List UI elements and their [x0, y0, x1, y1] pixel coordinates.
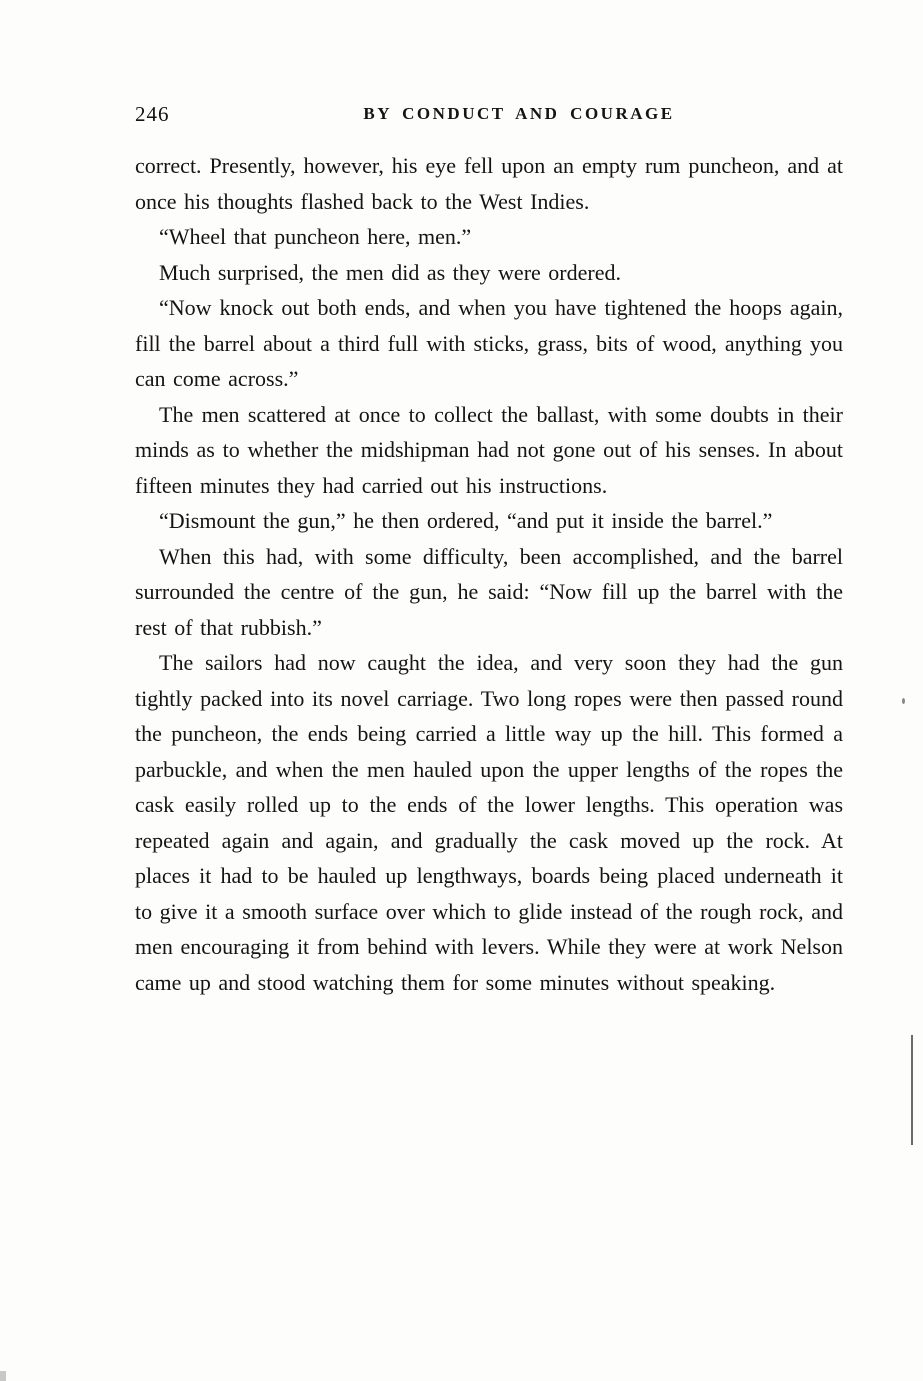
- paragraph: Much surprised, the men did as they were ordered.: [159, 259, 621, 285]
- paragraph: “Wheel that puncheon here, men.”: [159, 224, 472, 249]
- paragraph: When this had, with some difficulty, been accomplished, and the barrel surrounded the centre of the gun, he said: “Now fill up the barrel with the rest of that rubbish.”: [135, 543, 843, 640]
- paragraph: The sailors had now caught the idea, and very soon they had the gun tightly packed into its novel carriage. Two long ropes were then passed round the puncheon, the ends being carried a little way up the hill. This formed a parbuckle, and when the men hauled upon the upper lengths of the ropes the cask easily rolled up to the ends of the lower lengths. This operation was repeated again and again, and gradually the cask moved up the rock. At places it had to be hauled up lengthways, boards being placed underneath it to give it a smooth surface over which to glide instead of the rough rock, and men encouraging it from behind with levers. While they were at work Nelson came up and stood watching them for some minutes without speaking.: [135, 650, 843, 995]
- paragraph: The men scattered at once to collect the ballast, with some doubts in their minds as to whether the midshipman had not gone out of his senses. In about fifteen minutes they had carried out his instructions.: [135, 401, 843, 498]
- page-number: 246: [135, 102, 170, 126]
- paragraph: “Dismount the gun,” he then ordered, “and put it inside the barrel.”: [159, 508, 773, 533]
- scan-artifact-speck: [902, 698, 905, 704]
- running-header: [135, 100, 843, 130]
- scan-artifact-line: [911, 1035, 913, 1145]
- body-text: [135, 148, 843, 1000]
- scan-artifact-edge: [0, 1371, 6, 1381]
- paragraph: correct. Presently, however, his eye fell upon an empty rum puncheon, and at once his thoughts flashed back to the West Indies.: [135, 153, 843, 214]
- paragraph: “Now knock out both ends, and when you have tightened the hoops again, fill the barrel about a third full with sticks, grass, bits of wood, anything you can come across.”: [135, 295, 843, 391]
- page-header-title: BY CONDUCT AND COURAGE: [363, 104, 675, 123]
